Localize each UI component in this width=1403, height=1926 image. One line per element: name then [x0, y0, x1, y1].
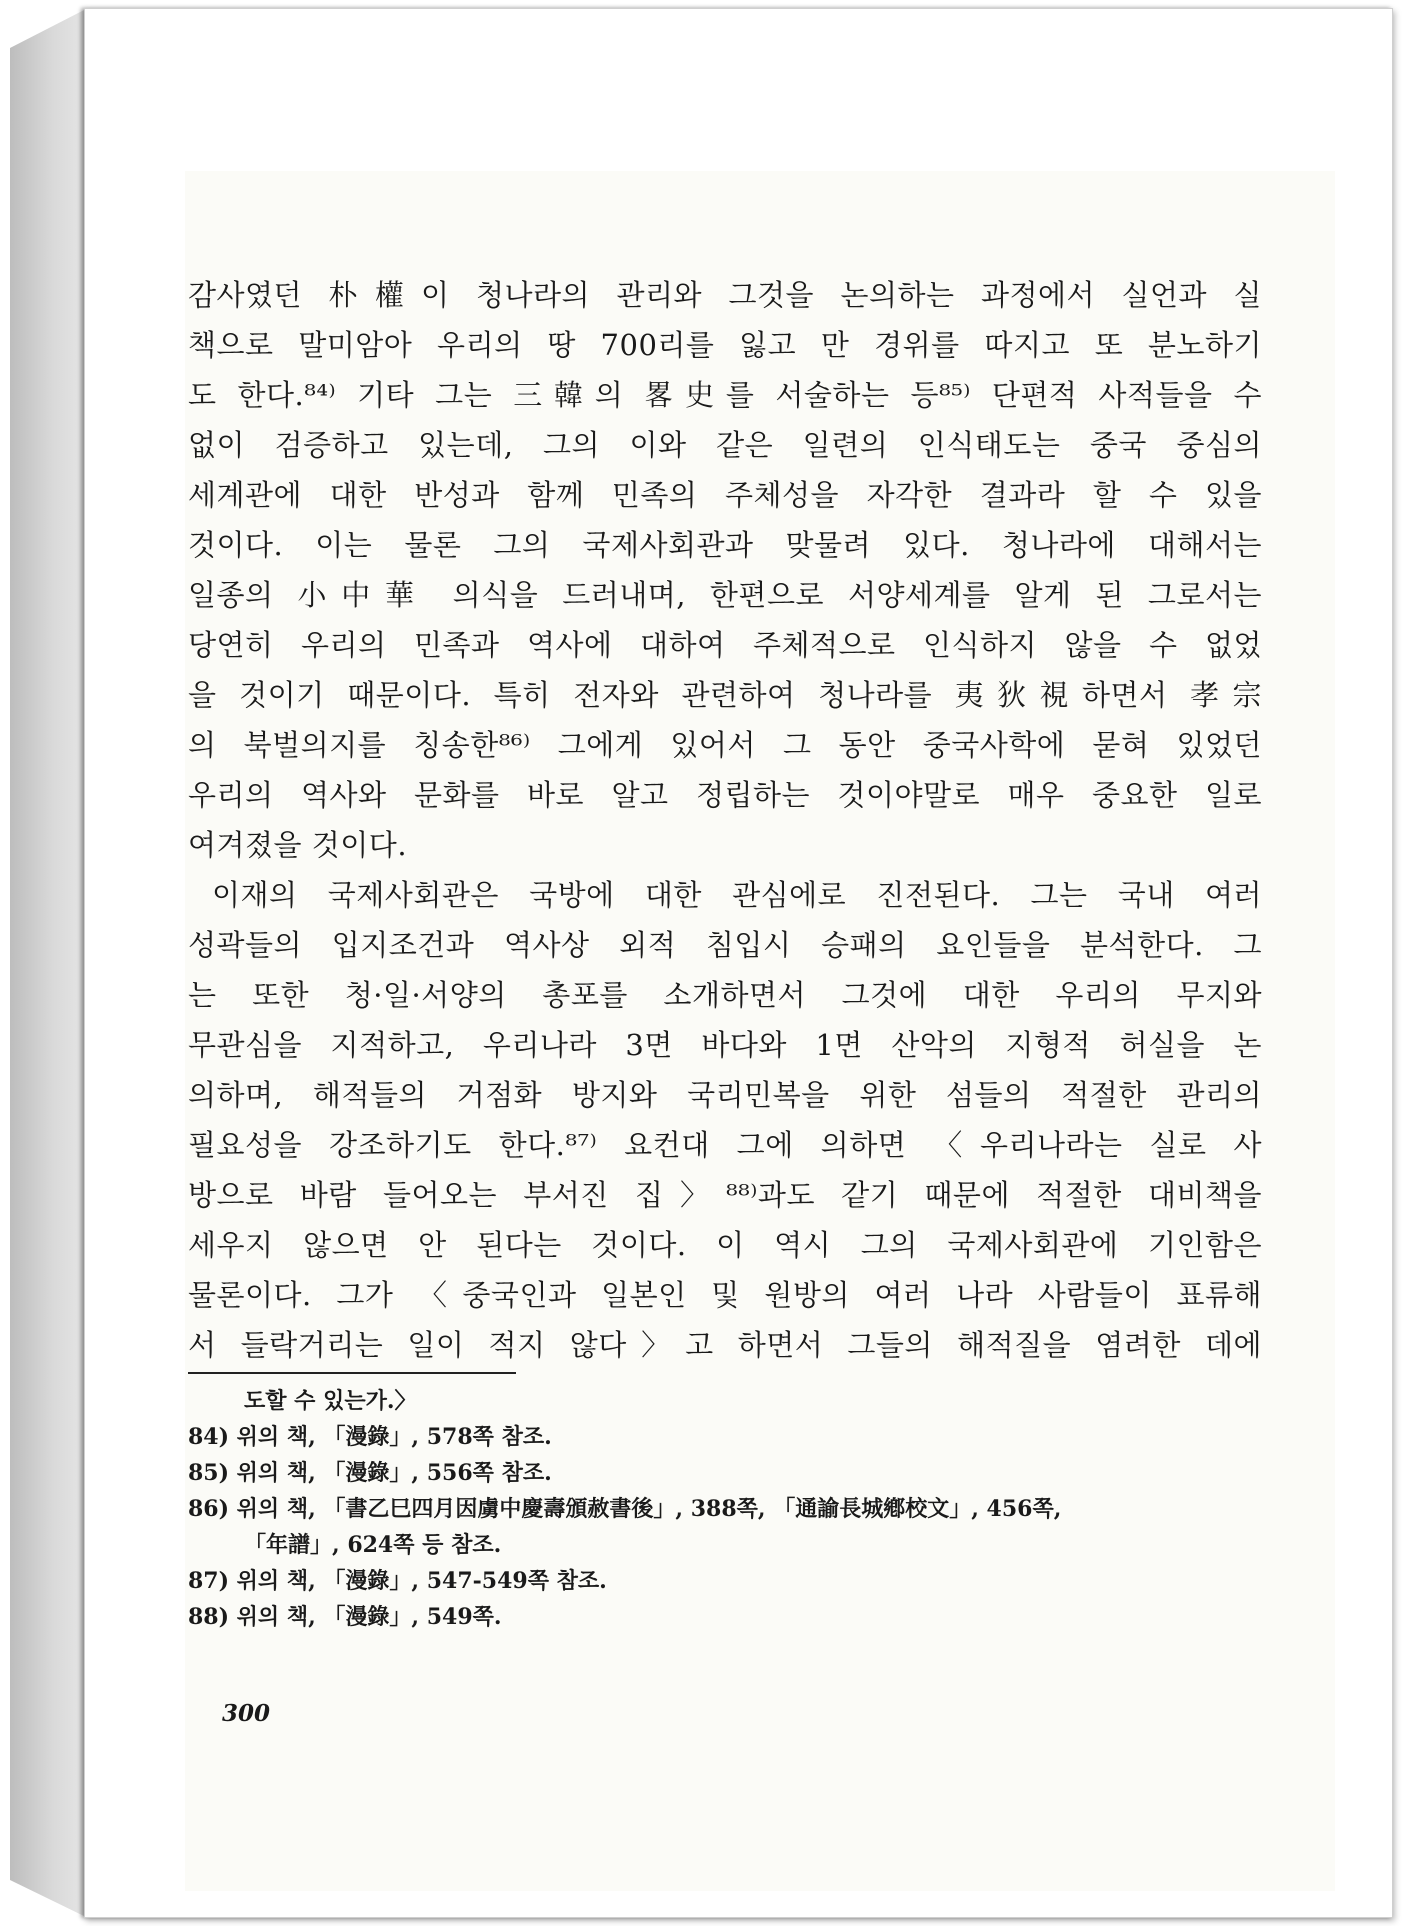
book-spine	[10, 8, 88, 1918]
body-line: 물론이다. 그가 〈중국인과 일본인 및 원방의 여러 나라 사람들이 표류해	[188, 1278, 1262, 1312]
body-line: 도 한다.⁸⁴⁾ 기타 그는 三韓의 畧史를 서술하는 등⁸⁵⁾ 단편적 사적들을 수	[188, 378, 1262, 412]
body-line: 을 것이기 때문이다. 특히 전자와 관련하여 청나라를 夷狄視하면서 孝宗	[188, 678, 1262, 712]
body-line: 것이다. 이는 물론 그의 국제사회관과 맞물려 있다. 청나라에 대해서는	[188, 528, 1262, 562]
book-spine-top-edge	[10, 8, 88, 48]
footnote-86: 86) 위의 책, 「書乙巳四月因虜中慶壽頒赦書後」, 388쪽, 「通諭長城鄕校文」, 456쪽,	[188, 1496, 1062, 1522]
body-line: 없이 검증하고 있는데, 그의 이와 같은 일련의 인식태도는 중국 중심의	[188, 428, 1262, 462]
body-line: 의하며, 해적들의 거점화 방지와 국리민복을 위한 섬들의 적절한 관리의	[188, 1078, 1262, 1112]
body-line: 일종의 小中華 의식을 드러내며, 한편으로 서양세계를 알게 된 그로서는	[188, 578, 1262, 612]
footnote-divider	[188, 1372, 516, 1374]
footnote-87: 87) 위의 책, 「漫錄」, 547-549쪽 참조.	[188, 1568, 607, 1594]
body-line: 필요성을 강조하기도 한다.⁸⁷⁾ 요컨대 그에 의하면 〈우리나라는 실로 사	[188, 1128, 1262, 1162]
body-line: 세계관에 대한 반성과 함께 민족의 주체성을 자각한 결과라 할 수 있을	[188, 478, 1262, 512]
body-line: 여겨졌을 것이다.	[188, 828, 408, 862]
footnote-continuation: 도할 수 있는가.〉	[244, 1388, 417, 1414]
footnote-85: 85) 위의 책, 「漫錄」, 556쪽 참조.	[188, 1460, 552, 1486]
body-line: 의 북벌의지를 칭송한⁸⁶⁾ 그에게 있어서 그 동안 중국사학에 묻혀 있었던	[188, 728, 1262, 762]
page-number: 300	[222, 1700, 271, 1727]
body-line: 방으로 바람 들어오는 부서진 집〉⁸⁸⁾과도 같기 때문에 적절한 대비책을	[188, 1178, 1262, 1212]
body-line: 이재의 국제사회관은 국방에 대한 관심에로 진전된다. 그는 국내 여러	[212, 878, 1262, 912]
body-line: 감사였던 朴權이 청나라의 관리와 그것을 논의하는 과정에서 실언과 실	[188, 278, 1262, 312]
body-line: 무관심을 지적하고, 우리나라 3면 바다와 1면 산악의 지형적 허실을 논	[188, 1028, 1262, 1062]
body-line: 세우지 않으면 안 된다는 것이다. 이 역시 그의 국제사회관에 기인함은	[188, 1228, 1262, 1262]
body-text	[188, 270, 1262, 1370]
book-spine-bottom-edge	[10, 1880, 88, 1918]
body-line: 책으로 말미암아 우리의 땅 700리를 잃고 만 경위를 따지고 또 분노하기	[188, 328, 1262, 362]
body-line: 서 들락거리는 일이 적지 않다〉고 하면서 그들의 해적질을 염려한 데에	[188, 1328, 1262, 1362]
footnote-88: 88) 위의 책, 「漫錄」, 549쪽.	[188, 1604, 502, 1630]
footnote-86-continuation: 「年譜」, 624쪽 등 참조.	[244, 1532, 502, 1558]
body-line: 성곽들의 입지조건과 역사상 외적 침입시 승패의 요인들을 분석한다. 그	[188, 928, 1262, 962]
body-line: 우리의 역사와 문화를 바로 알고 정립하는 것이야말로 매우 중요한 일로	[188, 778, 1262, 812]
footnote-84: 84) 위의 책, 「漫錄」, 578쪽 참조.	[188, 1424, 552, 1450]
body-line: 는 또한 청·일·서양의 총포를 소개하면서 그것에 대한 우리의 무지와	[188, 978, 1262, 1012]
footnotes	[188, 1383, 1268, 1635]
body-line: 당연히 우리의 민족과 역사에 대하여 주체적으로 인식하지 않을 수 없었	[188, 628, 1262, 662]
